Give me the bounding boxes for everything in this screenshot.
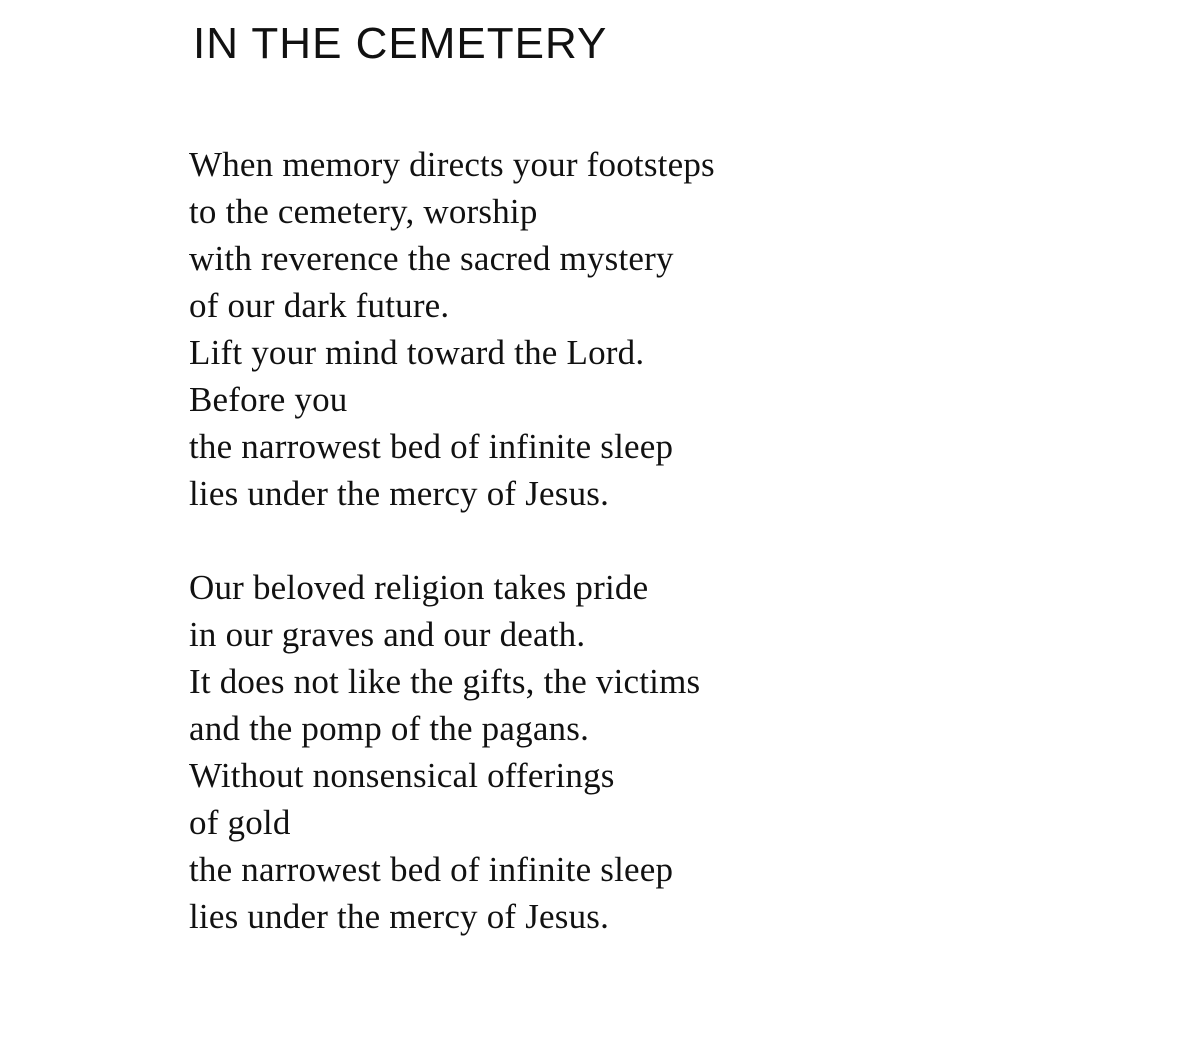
poem-line: in our graves and our death.: [189, 615, 586, 654]
poem-line: Before you: [189, 380, 348, 419]
poem-line: It does not like the gifts, the victims: [189, 662, 701, 701]
poem-line: to the cemetery, worship: [189, 192, 538, 231]
poem-line: the narrowest bed of infinite sleep: [189, 427, 674, 466]
poem-line: Lift your mind toward the Lord.: [189, 333, 645, 372]
poem-line: the narrowest bed of infinite sleep: [189, 850, 674, 889]
poem-line: When memory directs your footsteps: [189, 145, 715, 184]
poem-title: IN THE CEMETERY: [193, 19, 608, 68]
stanza-2: [189, 564, 700, 940]
poem-line: of gold: [189, 803, 291, 842]
poem-line: Without nonsensical offerings: [189, 756, 615, 795]
poem-line: with reverence the sacred mystery: [189, 239, 674, 278]
poem-line: and the pomp of the pagans.: [189, 709, 590, 748]
poem-line: of our dark future.: [189, 286, 450, 325]
poem-line: Our beloved religion takes pride: [189, 568, 649, 607]
poem-line: lies under the mercy of Jesus.: [189, 474, 610, 513]
stanza-1: [189, 141, 715, 517]
poem-line: lies under the mercy of Jesus.: [189, 897, 610, 936]
